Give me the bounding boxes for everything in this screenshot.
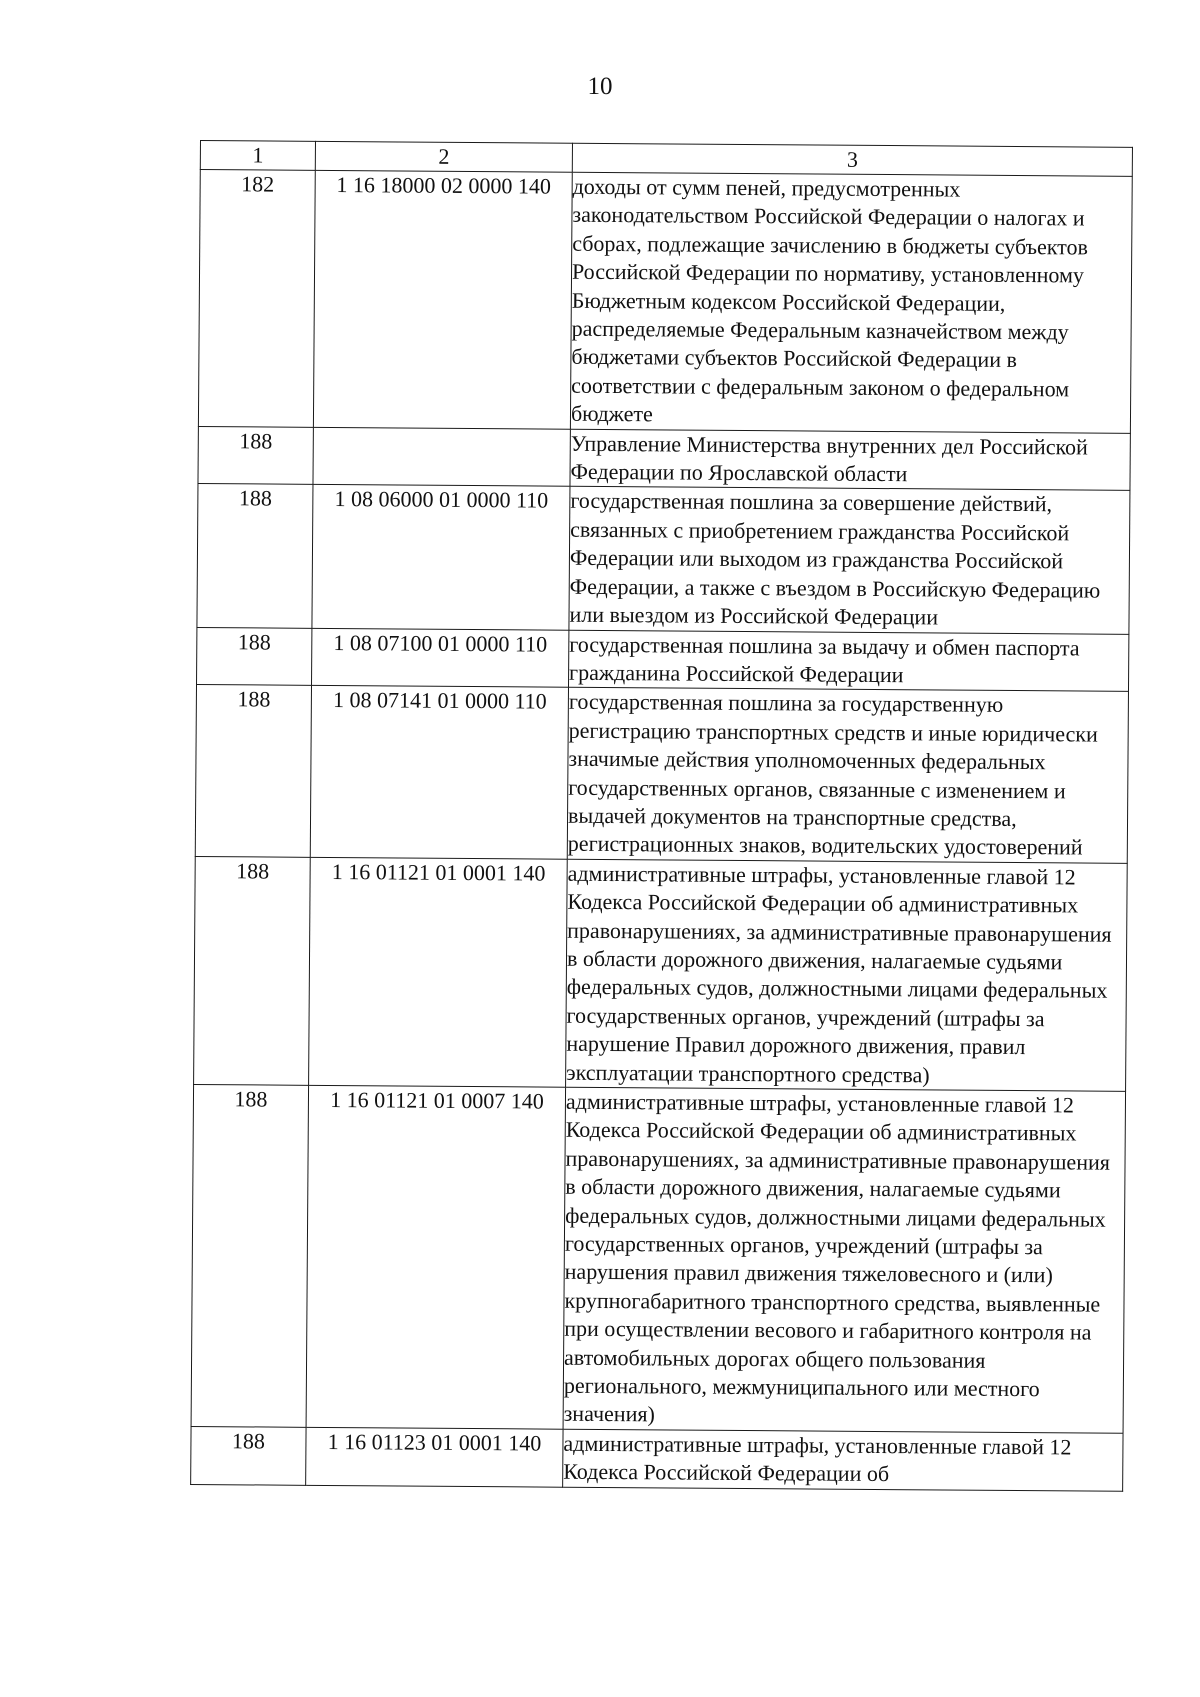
admin-code-cell: 188: [198, 426, 313, 485]
table-row: [198, 170, 1132, 433]
column-header-1: 1: [200, 141, 315, 171]
description-cell: государственная пошлина за государственную регистрацию транспортных средств и иные юридически значимые действия уполномоченных федеральных государственных органов, связанные с изменением и выдачей документов на транспортные средства, регистрационных знаков, водительских удостоверений: [567, 688, 1128, 864]
description-cell: Управление Министерства внутренних дел Российской Федерации по Ярославской области: [570, 429, 1130, 491]
description-cell: доходы от сумм пеней, предусмотренных законодательством Российской Федерации о налогах и сборах, подлежащие зачислению в бюджеты субъектов Российской Федерации по нормативу, установленному Бюджетным кодексом Российской Федерации, распределяемые Федеральным казначейством между бюджетами субъектов Российской Федерации в соответствии с федеральным законом о федеральном бюджете: [570, 172, 1132, 433]
admin-code-cell: 188: [195, 685, 311, 857]
admin-code-cell: 188: [191, 1084, 309, 1427]
budget-code-cell: 1 08 07141 01 0000 110: [310, 686, 568, 859]
description-cell: административные штрафы, установленные главой 12 Кодекса Российской Федерации об: [563, 1429, 1123, 1491]
admin-code-cell: 188: [191, 1426, 306, 1485]
table-row: [191, 1084, 1125, 1433]
revenue-codes-table: [190, 140, 1133, 1491]
budget-code-cell: 1 08 07100 01 0000 110: [312, 628, 569, 688]
budget-code-cell: 1 16 01121 01 0007 140: [306, 1085, 565, 1429]
column-header-2: 2: [315, 141, 572, 172]
table-row: [194, 856, 1128, 1091]
budget-code-cell: [313, 427, 570, 487]
budget-code-cell: 1 08 06000 01 0000 110: [312, 485, 570, 630]
description-cell: административные штрафы, установленные главой 12 Кодекса Российской Федерации об административных правонарушениях, за административные правонарушения в области дорожного движения, налагаемые судьями федеральных судов, должностными лицами федеральных государственных органов, учреждений (штрафы за нарушение Правил дорожного движения, правил эксплуатации транспортного средства): [566, 859, 1128, 1091]
page-number: 10: [587, 73, 613, 100]
description-cell: административные штрафы, установленные главой 12 Кодекса Российской Федерации об административных правонарушениях, за административные правонарушения в области дорожного движения, налагаемые судьями федеральных судов, должностными лицами федеральных государственных органов, учреждений (штрафы за нарушения правил движения тяжеловесного и (или) крупногабаритного транспортного средства, выявленные при осуществлении весового и габаритного контроля на автомобильных дорогах общего пользования регионального, межмуниципального или местного значения): [563, 1087, 1125, 1433]
column-header-3: 3: [572, 143, 1132, 176]
table-row: [195, 685, 1128, 863]
admin-code-cell: 188: [197, 627, 312, 686]
budget-code-cell: 1 16 18000 02 0000 140: [313, 170, 572, 429]
description-cell: государственная пошлина за выдачу и обмен паспорта гражданина Российской Федерации: [568, 630, 1128, 692]
admin-code-cell: 188: [197, 484, 313, 628]
admin-code-cell: 182: [198, 170, 315, 427]
table-row: [191, 1426, 1123, 1491]
table-row: [198, 426, 1130, 491]
table-row: [197, 484, 1130, 634]
description-cell: государственная пошлина за совершение действий, связанных с приобретением гражданства Российской Федерации или выходом из гражданства Российской Федерации, а также с въездом в Российскую Федерацию или выездом из Российской Федерации: [569, 487, 1130, 634]
admin-code-cell: 188: [194, 856, 311, 1085]
budget-code-cell: 1 16 01121 01 0001 140: [309, 857, 568, 1087]
table-row: [197, 627, 1129, 692]
budget-code-cell: 1 16 01123 01 0001 140: [306, 1427, 563, 1487]
